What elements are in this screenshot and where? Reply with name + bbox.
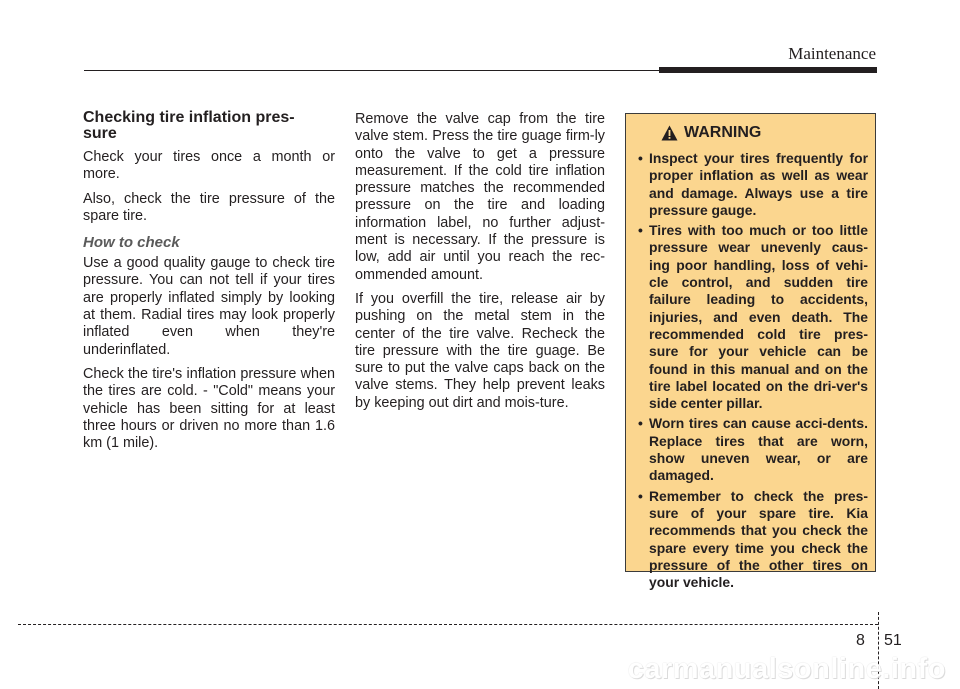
bullet: • bbox=[638, 415, 643, 432]
paragraph: Use a good quality gauge to check tire pressure. You can not tell if your tires are properly inflated simply by looking at them. Radial tires may look properly inflated even when they're underinflated. bbox=[83, 255, 335, 358]
bullet: • bbox=[638, 150, 643, 166]
section-title: Checking tire inflation pres- sure bbox=[83, 109, 295, 142]
warning-item bbox=[638, 415, 868, 484]
warning-triangle-icon bbox=[661, 125, 678, 141]
warning-item-text: Tires with too much or too little pressure wear unevenly caus-ing poor handling, loss of vehi-cle control, and sudden tire failure leading to accidents, injuries, and even death. The recommended cold tire pres-sure for your vehicle can be found in this manual and on the tire label located on the dri-ver's side center pillar. bbox=[649, 222, 868, 412]
paragraph: If you overfill the tire, release air by pushing on the metal stem in the center of the tire valve. Recheck the tire pressure with the tire guage. Be sure to put the valve caps back on the valve stems. They help prevent leaks by keeping out dirt and mois-ture. bbox=[355, 290, 605, 411]
warning-item bbox=[638, 488, 868, 592]
paragraph: Also, check the tire pressure of the spare tire. bbox=[83, 190, 335, 224]
chapter-number: 8 bbox=[856, 632, 865, 649]
warning-item-text: Worn tires can cause acci-dents. Replace tires that are worn, show uneven wear, or are damaged. bbox=[649, 415, 868, 484]
warning-item-text: Inspect your tires frequently for proper inflation as well as wear and damage. Always use a tire pressure gauge. bbox=[649, 150, 868, 218]
warning-item bbox=[638, 150, 868, 219]
warning-title: WARNING bbox=[684, 124, 762, 141]
column-left bbox=[83, 110, 335, 459]
warning-item bbox=[638, 222, 868, 412]
warning-item-text: Remember to check the pres-sure of your spare tire. Kia recommends that you check the spare every time you check the pressure of the other tires on your vehicle. bbox=[649, 487, 868, 591]
warning-header bbox=[661, 124, 761, 142]
paragraph: Remove the valve cap from the tire valve stem. Press the tire guage firm-ly onto the valve to get a pressure measurement. If the cold tire inflation pressure matches the recommended pressure on the tire and loading information label, no further adjust-ment is necessary. If the pressure is low, add air until you reach the rec-ommended amount. bbox=[355, 111, 605, 283]
subheading: How to check bbox=[83, 234, 180, 252]
page-number: 51 bbox=[884, 632, 902, 649]
bullet: • bbox=[638, 487, 643, 504]
bullet: • bbox=[638, 222, 643, 239]
paragraph: Check your tires once a month or more. bbox=[83, 149, 335, 183]
footer-rule bbox=[18, 624, 878, 625]
warning-box bbox=[625, 113, 876, 591]
warning-list bbox=[638, 150, 868, 594]
paragraph: Check the tire's inflation pressure when the tires are cold. - "Cold" means your vehicle has been sitting for at least three hours or driven no more than 1.6 km (1 mile). bbox=[83, 365, 335, 452]
page-header-title: Maintenance bbox=[788, 44, 876, 63]
header-rule-thick bbox=[659, 67, 877, 73]
watermark: carmanualsonline.info bbox=[627, 653, 946, 685]
header-rule-thin bbox=[84, 70, 664, 71]
column-middle bbox=[355, 111, 605, 419]
